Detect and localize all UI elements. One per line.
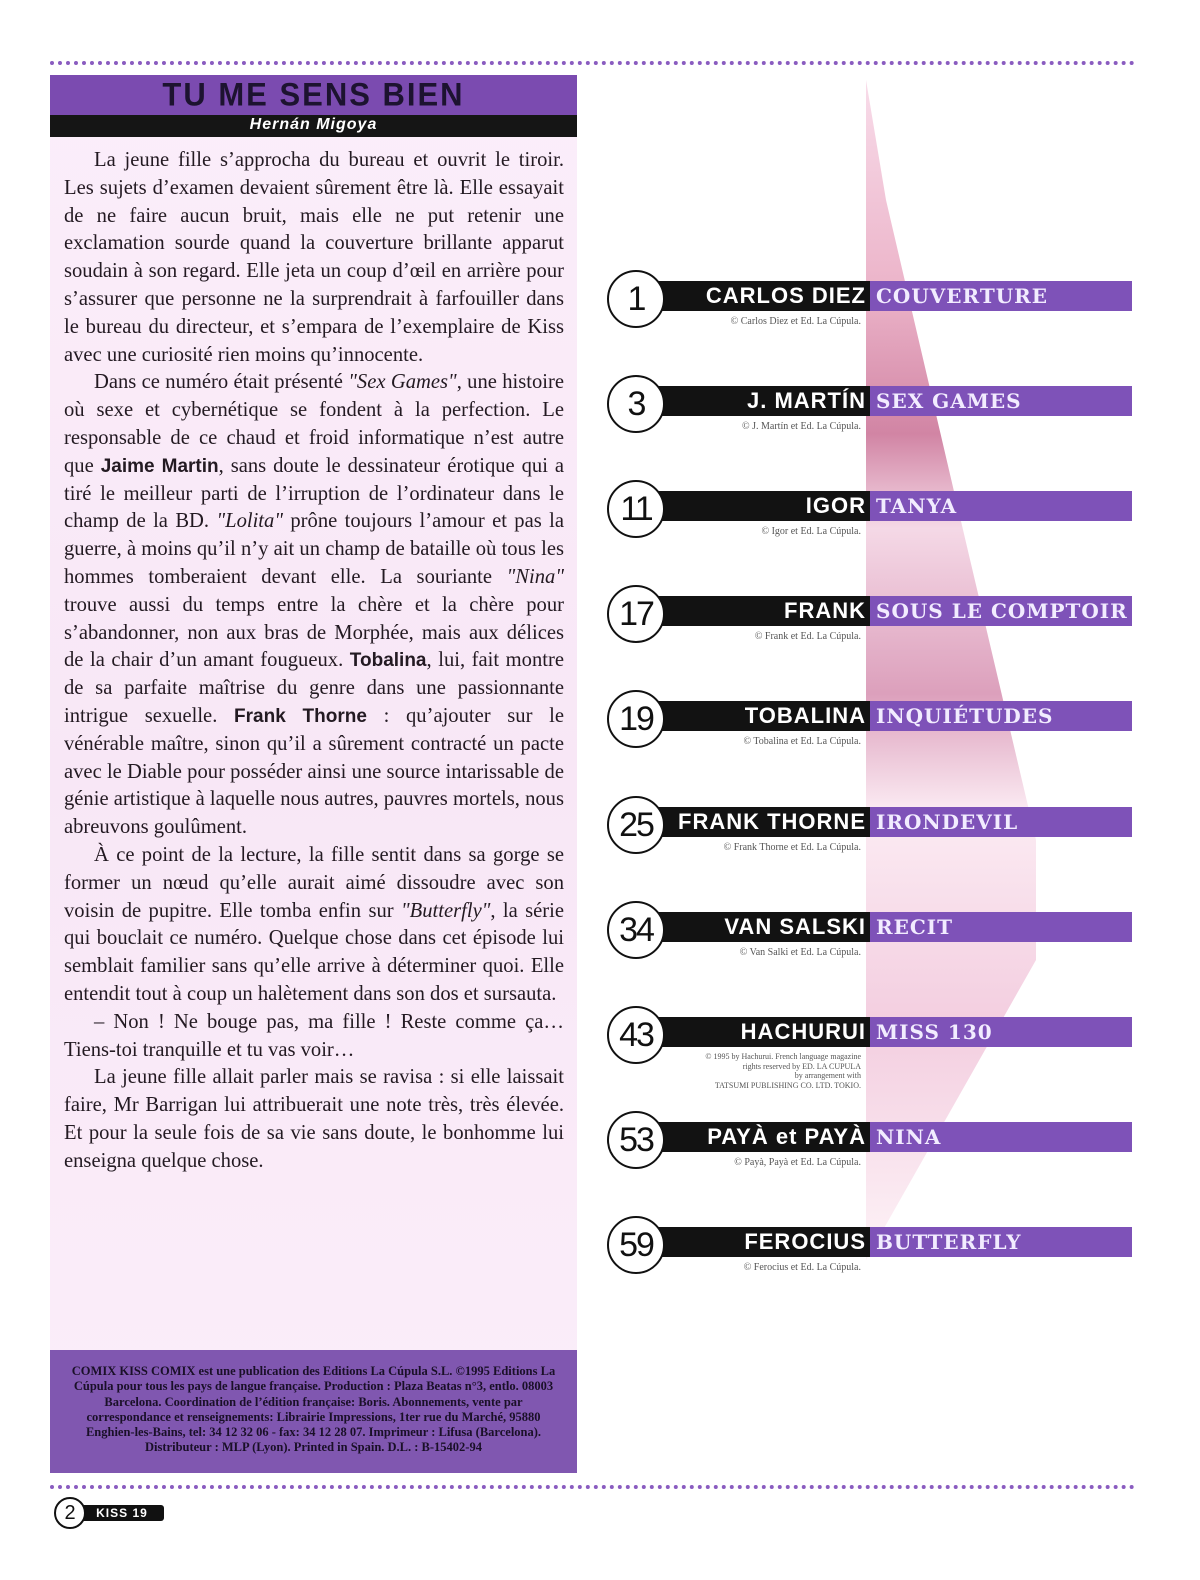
toc-title: BUTTERFLY [876,1230,1022,1254]
story-title: "Nina" [506,565,564,588]
toc-page-number: 34 [607,901,665,959]
toc-entry [607,1216,1135,1278]
article-body [64,147,564,1175]
toc-artist: J. MARTÍN [747,388,866,413]
page-number: 2 [54,1497,86,1529]
text-run: prône toujours l’amour et pas la guerre, à moins qu’il n’y ait un champ de bataille où tous les hommes tomberaient devant elle. La souriante [64,510,565,588]
toc-page-number: 1 [607,270,665,328]
text-run: : qu’ajouter sur le vénérable maître, sinon qu’il a sûrement contracté un pacte avec le Diable pour posséder ainsi une source intarissable de génie artistique à laquelle nous autres, pauvres mortels, nous abreuvons goulûment. [64,704,564,839]
toc-artist-bar [653,281,870,311]
top-dotted-rule [50,61,1135,65]
text-run: La jeune fille s’approcha du bureau et ouvrit le tiroir. Les sujets d’examen devaient sûrement être là. Elle essayait de ne faire aucun bruit, mais elle ne put retenir une exclamation sourde quand la couverture brillante apparut soudain à son regard. Elle jeta un coup d’œil en arrière pour s’assurer que personne ne la surprendrait à farfouiller dans le bureau du directeur, et s’empara de l’exemplaire de Kiss avec une curiosité rien moins qu’innocente. [64,149,564,366]
toc-title: SEX GAMES [876,389,1022,413]
toc-credit: © Frank Thorne et Ed. La Cúpula. [723,842,861,853]
toc-title-bar [870,1227,1132,1257]
toc-artist-bar [653,701,870,731]
text-run: trouve aussi du temps entre la chère et la chère pour s’abandonner, non aux bras de Morphée, mais aux délices de la chair d’un amant fougueux. [64,593,564,672]
toc-artist-bar [653,386,870,416]
article-paragraph [64,147,564,369]
toc-title: INQUIÉTUDES [876,704,1054,728]
toc-artist-bar [653,1122,870,1152]
toc-artist: HACHURUI [740,1019,866,1044]
toc-entry [607,1006,1135,1090]
toc-credit: © 1995 by Hachurui. French language magazine rights reserved by ED. LA CUPULA by arrangement with TATSUMI PUBLISHING CO. LTD. TOKIO. [705,1052,861,1090]
text-run: , sans doute le dessinateur érotique qui a tiré le meilleur parti de l’irruption de l’ordinateur dans le champ de la BD. [64,454,565,533]
toc-credit: © Van Salki et Ed. La Cúpula. [739,947,861,958]
toc-artist: CARLOS DIEZ [705,283,866,308]
article-author: Hernán Migoya [249,116,378,133]
toc-page-number: 17 [607,585,665,643]
toc-entry [607,901,1135,963]
toc-entry [607,270,1135,332]
toc-title-bar [870,701,1132,731]
toc-page-number: 53 [607,1111,665,1169]
issue-badge: KISS 19 [80,1505,164,1521]
toc-credit: © Carlos Diez et Ed. La Cúpula. [730,316,861,327]
toc-artist-bar [653,1017,870,1047]
toc-page-number: 19 [607,690,665,748]
article-panel [50,75,577,1473]
toc-title: MISS 130 [876,1020,993,1044]
article-author-bar [50,115,577,137]
toc-credit: © J. Martín et Ed. La Cúpula. [742,421,861,432]
toc-title-bar [870,386,1132,416]
toc-title-bar [870,281,1132,311]
story-title: "Butterfly" [401,899,491,922]
toc-artist: PAYÀ et PAYÀ [707,1124,866,1149]
toc-title-bar [870,1122,1132,1152]
toc-title: COUVERTURE [876,284,1049,308]
toc-artist: IGOR [805,493,866,518]
artist-name: Tobalina [349,650,427,672]
toc-artist-bar [653,1227,870,1257]
toc-artist: FEROCIUS [744,1229,866,1254]
toc-title-bar [870,807,1132,837]
toc-page-number: 3 [607,375,665,433]
story-title: "Sex Games" [348,371,457,394]
toc-artist-bar [653,596,870,626]
toc-title-bar [870,1017,1132,1047]
artist-name: Frank Thorne [234,705,367,727]
toc-artist: TOBALINA [744,703,866,728]
toc-credit: © Payà, Payà et Ed. La Cúpula. [734,1157,861,1168]
toc-credit: © Tobalina et Ed. La Cúpula. [743,736,861,747]
toc-entry [607,1111,1135,1173]
article-paragraph [64,1009,564,1065]
text-run: , lui, fait montre de sa parfaite maîtrise du genre dans une passionnante intrigue sexuelle. [64,649,564,727]
toc-title: SOUS LE COMPTOIR [876,599,1128,623]
toc-title: IRONDEVIL [876,810,1019,834]
article-paragraph [64,369,564,842]
text-run: – Non ! Ne bouge pas, ma fille ! Reste comme ça… Tiens-toi tranquille et tu vas voir… [64,1010,564,1061]
text-run: À ce point de la lecture, la fille sentit dans sa gorge se former un nœud qu’elle aurait aimé dissoudre avec son voisin de pupitre. Elle tomba enfin sur [64,843,564,922]
story-title: "Lolita" [216,510,283,533]
toc-page-number: 59 [607,1216,665,1274]
toc-title-bar [870,912,1132,942]
toc-entry [607,375,1135,437]
colophon-box [50,1350,577,1473]
toc-page-number: 43 [607,1006,665,1064]
toc-artist: VAN SALSKI [724,914,866,939]
decorative-stripe [866,80,1036,1260]
toc-title: NINA [876,1125,942,1149]
toc-credit: © Frank et Ed. La Cúpula. [754,631,861,642]
toc-artist-bar [653,807,870,837]
toc-artist-bar [653,912,870,942]
toc-title: TANYA [876,494,958,518]
toc-entry [607,690,1135,752]
article-title: TU ME SENS BIEN [162,76,465,113]
text-run: , la série qui bouclait ce numéro. Quelque chose dans cet épisode lui semblait familier sans qu’elle arrive à déterminer quoi. Elle entendit tout à coup un halètement dans son dos et sursauta. [64,899,564,1005]
toc-entry [607,585,1135,647]
toc-artist: FRANK [784,598,866,623]
article-paragraph [64,1064,564,1175]
toc-credit: © Igor et Ed. La Cúpula. [761,526,861,537]
toc-artist-bar [653,491,870,521]
toc-entry [607,480,1135,542]
toc-entry [607,796,1135,858]
article-header [50,75,577,115]
article-paragraph [64,842,564,1009]
colophon-text: COMIX KISS COMIX est une publication des Editions La Cúpula S.L. ©1995 Editions La Cúpula pour tous les pays de langue française. Production : Plaza Beatas n°3, entlo. 08003 Barcelona. Coordination de l’édition française: Boris. Abonnements, vente par correspondance et renseignements: Librairie Impressions, 1ter rue du Marché, 95880 Enghien-les-Bains, tel: 34 12 32 06 - fax: 34 12 28 07. Imprimeur : Lifusa (Barcelona). Distributeur : MLP (Lyon). Printed in Spain. D.L. : B-15402-94 [71,1364,556,1455]
bottom-dotted-rule [50,1485,1135,1489]
toc-page-number: 11 [607,480,665,538]
toc-artist: FRANK THORNE [678,809,866,834]
toc-title-bar [870,596,1132,626]
text-run: La jeune fille allait parler mais se ravisa : si elle laissait faire, Mr Barrigan lui attribuerait une note très, très élevée. Et pour la seule fois de sa vie sans doute, le bonhomme lui enseigna quelque chose. [64,1066,564,1172]
artist-name: Jaime Martin [100,455,219,477]
toc-page-number: 25 [607,796,665,854]
toc-credit: © Ferocius et Ed. La Cúpula. [743,1262,861,1273]
toc-title: RECIT [876,915,954,939]
text-run: , une histoire où sexe et cybernétique se fondent à la perfection. Le responsable de ce chaud et froid informatique n’est autre que [64,371,565,477]
text-run: Dans ce numéro était présenté [94,371,349,394]
toc-title-bar [870,491,1132,521]
